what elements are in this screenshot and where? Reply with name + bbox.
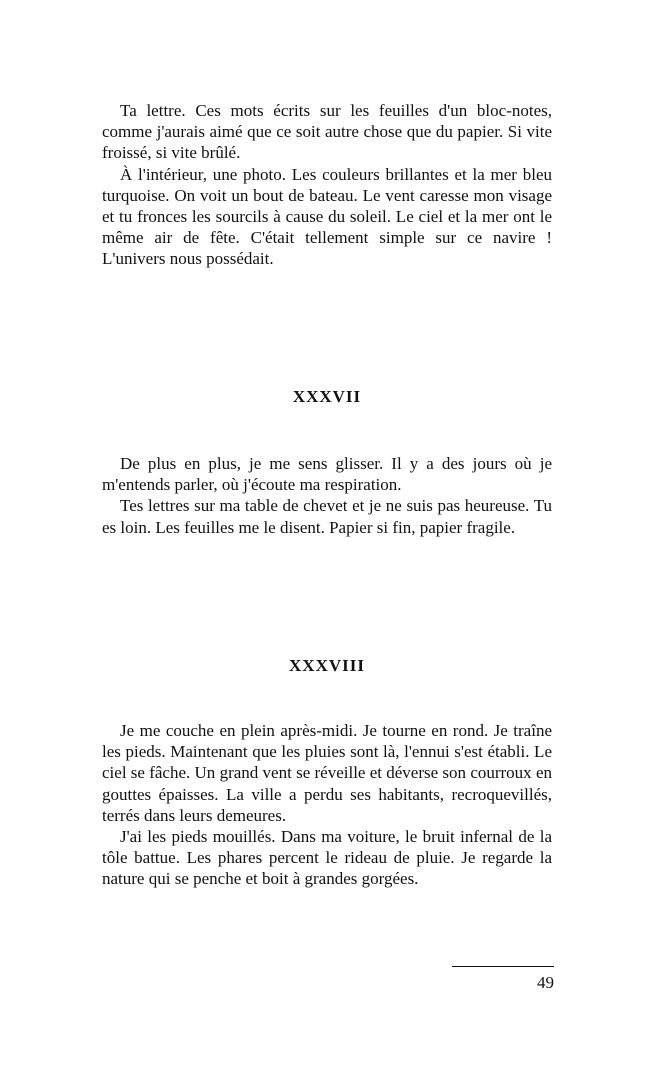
paragraph: De plus en plus, je me sens glisser. Il y a des jours où je m'entends parler, où j'écoute ma respiration.	[102, 454, 552, 495]
paragraph: Ta lettre. Ces mots écrits sur les feuilles d'un bloc-notes, comme j'aurais aimé que ce soit autre chose que du papier. Si vite froissé, si vite brûlé.	[102, 101, 552, 163]
chapter-heading-38: XXXVIII	[289, 656, 365, 675]
paragraph: Tes lettres sur ma table de chevet et je ne suis pas heureuse. Tu es loin. Les feuilles me le disent. Papier si fin, papier fragile.	[102, 496, 552, 537]
section-opening	[102, 100, 552, 270]
paragraph: J'ai les pieds mouillés. Dans ma voiture, le bruit infernal de la tôle battue. Les phares percent le rideau de pluie. Je regarde la nature qui se penche et boit à grandes gorgées.	[102, 827, 552, 889]
page-number: 49	[537, 973, 554, 992]
chapter-heading-37: XXXVII	[292, 387, 362, 406]
section-chapter-37	[102, 453, 552, 538]
paragraph: Je me couche en plein après-midi. Je tourne en rond. Je traîne les pieds. Maintenant que les pluies sont là, l'ennui s'est établi. Le ciel se fâche. Un grand vent se réveille et déverse son courroux en gouttes épaisses. La ville a perdu ses habitants, recroquevillés, terrés dans leurs demeures.	[102, 721, 552, 825]
section-chapter-38	[102, 720, 552, 890]
footer-rule	[452, 966, 554, 967]
paragraph: À l'intérieur, une photo. Les couleurs brillantes et la mer bleu turquoise. On voit un bout de bateau. Le vent caresse mon visage et tu fronces les sourcils à cause du soleil. Le ciel et la mer ont le même air de fête. C'était tellement simple sur ce navire ! L'univers nous possédait.	[102, 164, 552, 269]
